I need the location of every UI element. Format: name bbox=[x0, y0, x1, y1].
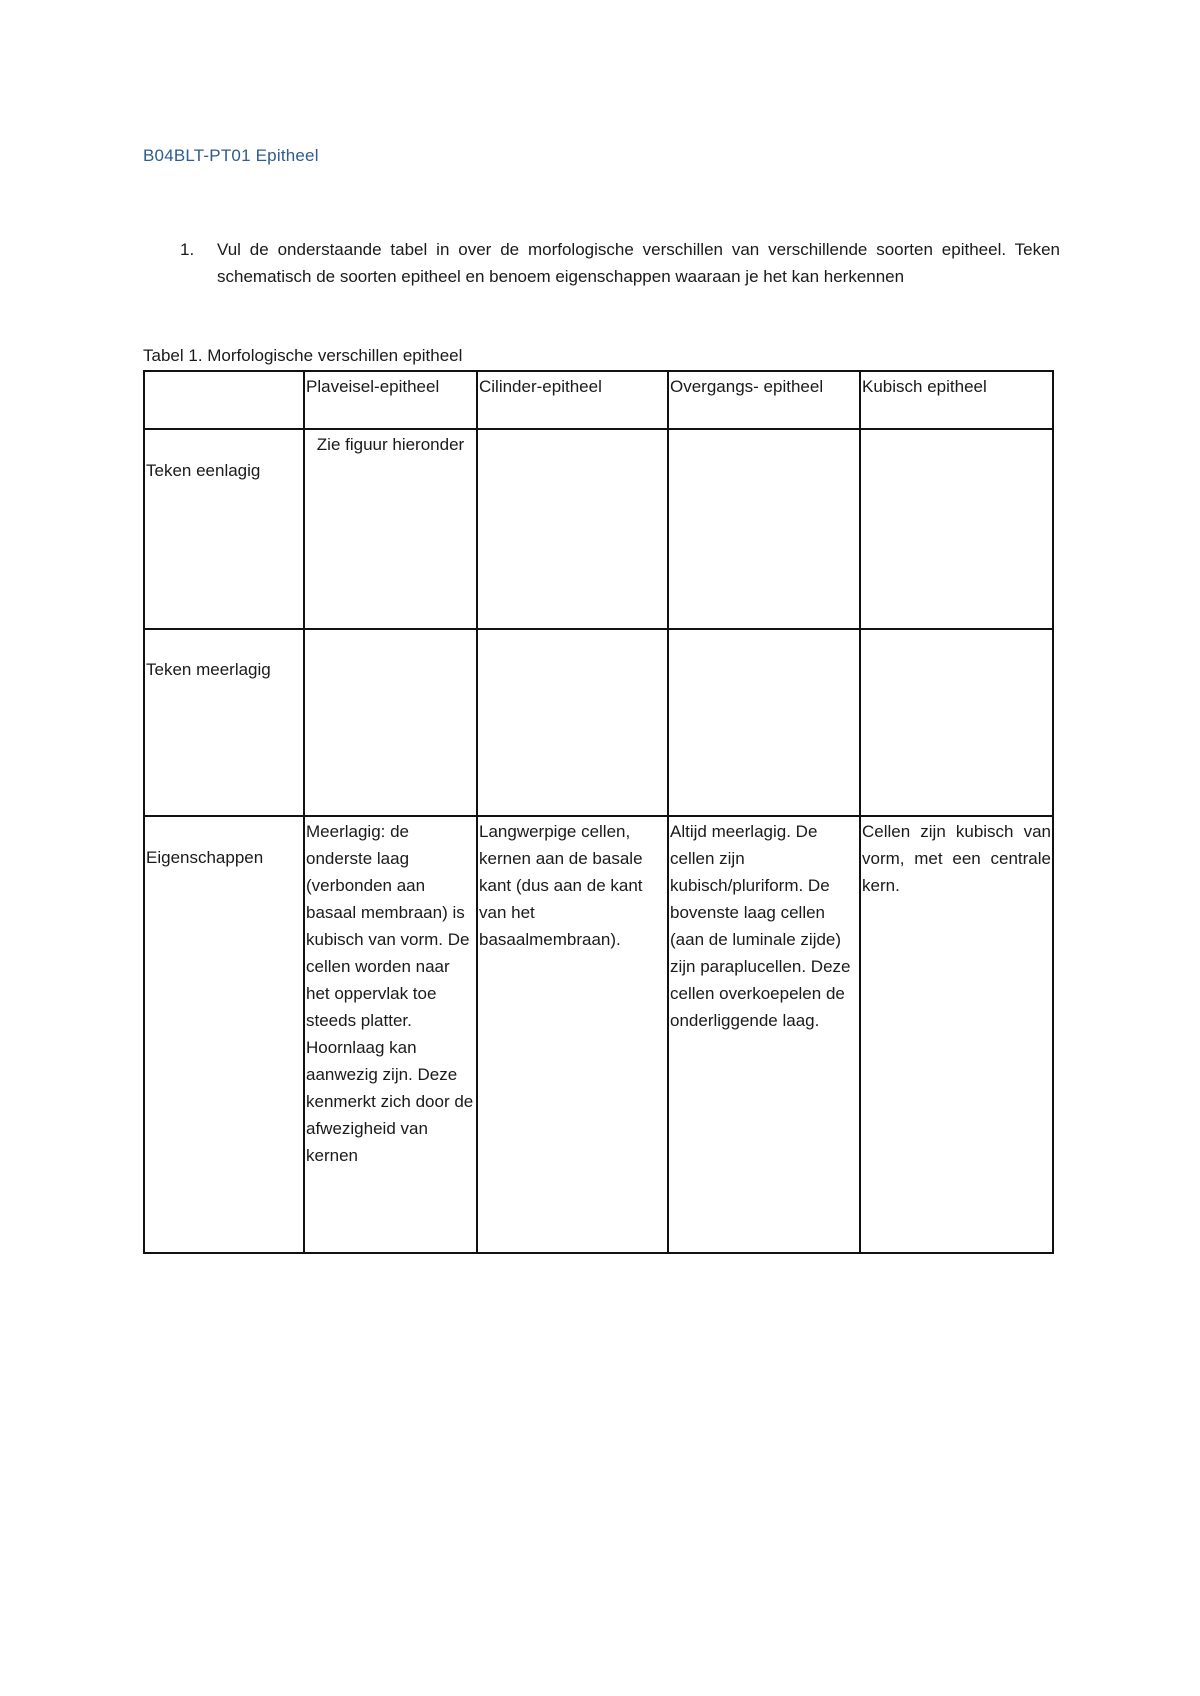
question-text: Vul de onderstaande tabel in over de morfologische verschillen van verschillende soorten epitheel. Teken schematisch de soorten epitheel en benoem eigenschappen waaraan je het kan herkennen bbox=[217, 240, 1060, 286]
cell-meerlagig-plaveisel bbox=[304, 629, 477, 816]
cell-eigenschappen-cilinder: Langwerpige cellen, kernen aan de basale kant (dus aan de kant van het basaalmembraan). bbox=[477, 816, 668, 1253]
header-cell-empty bbox=[144, 371, 304, 429]
table-row-eigenschappen bbox=[144, 816, 1053, 1253]
cell-eigenschappen-overgangs: Altijd meerlagig. De cellen zijn kubisch/pluriform. De bovenste laag cellen (aan de luminale zijde) zijn paraplucellen. Deze cellen overkoepelen de onderliggende laag. bbox=[668, 816, 860, 1253]
table-row-meerlagig bbox=[144, 629, 1053, 816]
table-row-eenlagig bbox=[144, 429, 1053, 629]
cell-meerlagig-cilinder bbox=[477, 629, 668, 816]
cell-eenlagig-cilinder bbox=[477, 429, 668, 629]
header-cell-kubisch: Kubisch epitheel bbox=[860, 371, 1053, 429]
table-header-row bbox=[144, 371, 1053, 429]
cell-meerlagig-kubisch bbox=[860, 629, 1053, 816]
epitheel-table bbox=[143, 370, 1054, 1254]
header-cell-cilinder: Cilinder-epitheel bbox=[477, 371, 668, 429]
row-label-eigenschappen: Eigenschappen bbox=[144, 816, 304, 1253]
document-title: B04BLT-PT01 Epitheel bbox=[143, 146, 319, 165]
cell-eigenschappen-plaveisel: Meerlagig: de onderste laag (verbonden aan basaal membraan) is kubisch van vorm. De cellen worden naar het oppervlak toe steeds platter. Hoornlaag kan aanwezig zijn. Deze kenmerkt zich door de afwezigheid van kernen bbox=[304, 816, 477, 1253]
question-item bbox=[180, 236, 1060, 290]
header-cell-plaveisel: Plaveisel-epitheel bbox=[304, 371, 477, 429]
cell-eigenschappen-kubisch: Cellen zijn kubisch van vorm, met een centrale kern. bbox=[860, 816, 1053, 1253]
cell-eenlagig-plaveisel: Zie figuur hieronder bbox=[304, 429, 477, 629]
table-caption: Tabel 1. Morfologische verschillen epitheel bbox=[143, 346, 463, 365]
row-label-eenlagig: Teken eenlagig bbox=[144, 429, 304, 629]
cell-eenlagig-kubisch bbox=[860, 429, 1053, 629]
cell-meerlagig-overgangs bbox=[668, 629, 860, 816]
header-cell-overgangs: Overgangs- epitheel bbox=[668, 371, 860, 429]
cell-eenlagig-overgangs bbox=[668, 429, 860, 629]
question-number: 1. bbox=[180, 240, 195, 259]
row-label-meerlagig: Teken meerlagig bbox=[144, 629, 304, 816]
